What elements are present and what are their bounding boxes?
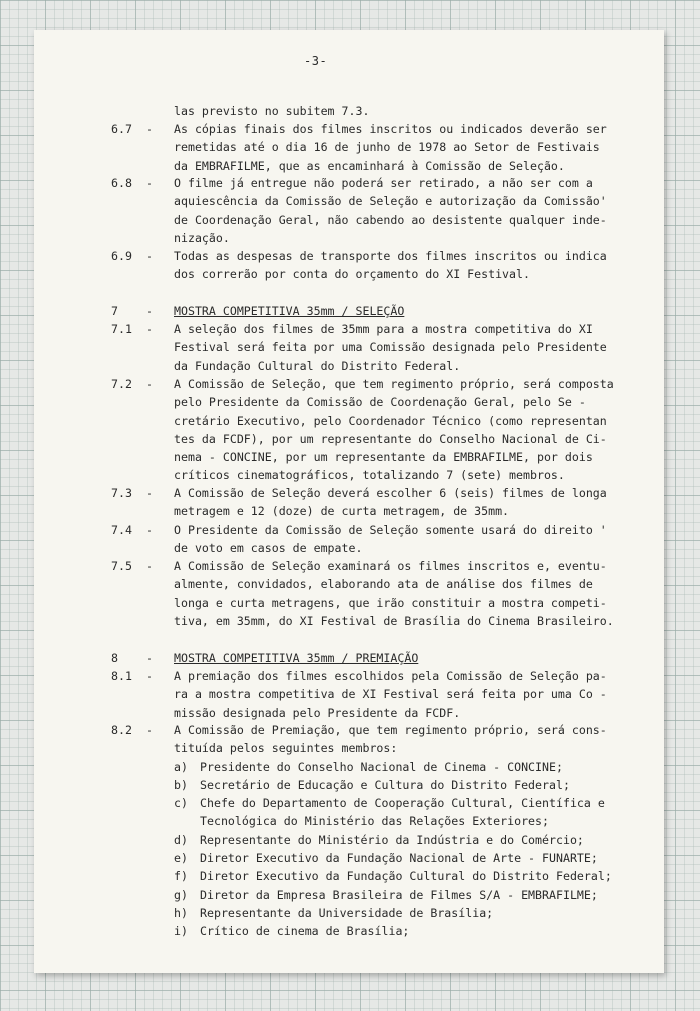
member-letter: g) [174, 887, 188, 902]
clause-line: A Comissão de Seleção, que tem regimento próprio, será composta [174, 377, 614, 391]
member-letter: i) [174, 924, 188, 939]
member-letter: b) [174, 777, 188, 792]
clause-6-7 [34, 120, 664, 175]
clause-line: A Comissão de Seleção examinará os filmes inscritos e, eventu- [174, 559, 607, 573]
member-text: Crítico de cinema de Brasília; [200, 924, 410, 939]
clause-dash: - [146, 669, 153, 683]
section-dash: - [146, 651, 153, 665]
member-item [34, 776, 664, 794]
clause-number: 8.2 [111, 723, 132, 737]
member-text: Tecnológica do Ministério das Relações Exteriores; [200, 814, 550, 829]
clause-number: 6.7 [111, 122, 132, 136]
clause-line: nização. [174, 230, 230, 245]
member-text: Diretor Executivo da Fundação Cultural do Distrito Federal; [200, 869, 612, 884]
member-text: Presidente do Conselho Nacional de Cinema - CONCINE; [200, 759, 563, 774]
member-item [34, 758, 664, 776]
clause-continuation [34, 102, 664, 120]
clause-line: Festival será feita por uma Comissão designada pelo Presidente [174, 340, 607, 355]
member-letter: a) [174, 759, 188, 774]
clause-line: A Comissão de Seleção deverá escolher 6 (seis) filmes de longa [174, 486, 607, 500]
member-item [34, 904, 664, 922]
clause-line: ra a mostra competitiva de XI Festival será feita por uma Co - [174, 687, 607, 702]
clause-line: pelo Presidente da Comissão de Coordenação Geral, pelo Se - [174, 395, 586, 410]
section-number: 8 [111, 651, 118, 665]
member-text: Representante da Universidade de Brasília; [200, 905, 494, 920]
clause-line: Todas as despesas de transporte dos filmes inscritos ou indica [174, 249, 607, 263]
clause-line: As cópias finais dos filmes inscritos ou indicados deverão ser [174, 122, 607, 136]
member-item [34, 849, 664, 867]
member-letter: h) [174, 905, 188, 920]
clause-line: las previsto no subitem 7.3. [174, 104, 370, 118]
page-number: -3- [304, 54, 328, 68]
clause-dash: - [146, 559, 153, 573]
member-letter: c) [174, 796, 188, 811]
clause-line: almente, convidados, elaborando ata de análise dos filmes de [174, 577, 593, 592]
clause-7-2 [34, 375, 664, 485]
clause-8-2 [34, 721, 664, 941]
section-heading: MOSTRA COMPETITIVA 35mm / PREMIAÇÃO [174, 651, 419, 665]
clause-dash: - [146, 377, 153, 391]
section-8-heading [34, 649, 664, 667]
member-letter: f) [174, 869, 188, 884]
clause-8-1 [34, 667, 664, 722]
member-item [34, 886, 664, 904]
clause-line: críticos cinematográficos, totalizando 7 (sete) membros. [174, 468, 565, 483]
member-letter: d) [174, 832, 188, 847]
clause-line: da Fundação Cultural do Distrito Federal. [174, 358, 461, 373]
member-text: Diretor da Empresa Brasileira de Filmes S/A - EMBRAFILME; [200, 887, 598, 902]
member-item [34, 831, 664, 849]
member-text: Diretor Executivo da Fundação Nacional de Arte - FUNARTE; [200, 851, 598, 866]
clause-line: longa e curta metragens, que irão constituir a mostra competi- [174, 595, 607, 610]
clause-dash: - [146, 122, 153, 136]
clause-line: metragem e 12 (doze) de curta metragem, de 35mm. [174, 504, 510, 519]
clause-number: 7.1 [111, 322, 132, 336]
section-heading: MOSTRA COMPETITIVA 35mm / SELEÇÃO [174, 304, 405, 318]
section-7-heading [34, 302, 664, 320]
clause-line: tiva, em 35mm, do XI Festival de Brasília do Cinema Brasileiro. [174, 613, 614, 628]
clause-line: tituída pelos seguintes membros: [174, 741, 398, 756]
clause-line: aquiescência da Comissão de Seleção e autorização da Comissão' [174, 194, 607, 209]
clause-dash: - [146, 322, 153, 336]
clause-line: de Coordenação Geral, não cabendo ao desistente qualquer inde- [174, 212, 607, 227]
clause-line: missão designada pelo Presidente da FCDF. [174, 705, 461, 720]
section-number: 7 [111, 304, 118, 318]
member-item [34, 794, 664, 812]
clause-dash: - [146, 723, 153, 737]
clause-number: 6.9 [111, 249, 132, 263]
clause-dash: - [146, 176, 153, 190]
clause-number: 8.1 [111, 669, 132, 683]
clause-line: nema - CONCINE, por um representante da EMBRAFILME, por dois [174, 450, 593, 465]
member-text: Secretário de Educação e Cultura do Distrito Federal; [200, 777, 570, 792]
member-item [34, 867, 664, 885]
clause-line: cretário Executivo, pelo Coordenador Técnico (como representan [174, 413, 607, 428]
clause-line: remetidas até o dia 16 de junho de 1978 ao Setor de Festivais [174, 140, 600, 155]
clause-dash: - [146, 523, 153, 537]
clause-7-1 [34, 320, 664, 375]
clause-line: tes da FCDF), por um representante do Conselho Nacional de Ci- [174, 431, 607, 446]
clause-6-9 [34, 247, 664, 284]
clause-dash: - [146, 486, 153, 500]
clause-7-4 [34, 521, 664, 558]
clause-line: A seleção dos filmes de 35mm para a mostra competitiva do XI [174, 322, 593, 336]
clause-number: 7.3 [111, 486, 132, 500]
clause-line: O Presidente da Comissão de Seleção somente usará do direito ' [174, 523, 607, 537]
clause-number: 7.5 [111, 559, 132, 573]
member-text: Chefe do Departamento de Cooperação Cultural, Científica e [200, 796, 605, 811]
clause-line: A Comissão de Premiação, que tem regimento próprio, será cons- [174, 723, 607, 737]
section-dash: - [146, 304, 153, 318]
clause-number: 6.8 [111, 176, 132, 190]
clause-7-3 [34, 484, 664, 521]
clause-7-5 [34, 557, 664, 630]
clause-number: 7.2 [111, 377, 132, 391]
member-item [34, 922, 664, 940]
clause-line: de voto em casos de empate. [174, 541, 363, 556]
document-page [34, 30, 664, 973]
member-text: Representante do Ministério da Indústria e do Comércio; [200, 832, 584, 847]
member-letter: e) [174, 851, 188, 866]
clause-line: A premiação dos filmes escolhidos pela Comissão de Seleção pa- [174, 669, 607, 683]
clause-line: da EMBRAFILME, que as encaminhará à Comissão de Seleção. [174, 158, 565, 173]
clause-number: 7.4 [111, 523, 132, 537]
clause-line: dos correrão por conta do orçamento do XI Festival. [174, 267, 530, 282]
clause-6-8 [34, 174, 664, 247]
clause-line: O filme já entregue não poderá ser retirado, a não ser com a [174, 176, 593, 190]
clause-dash: - [146, 249, 153, 263]
